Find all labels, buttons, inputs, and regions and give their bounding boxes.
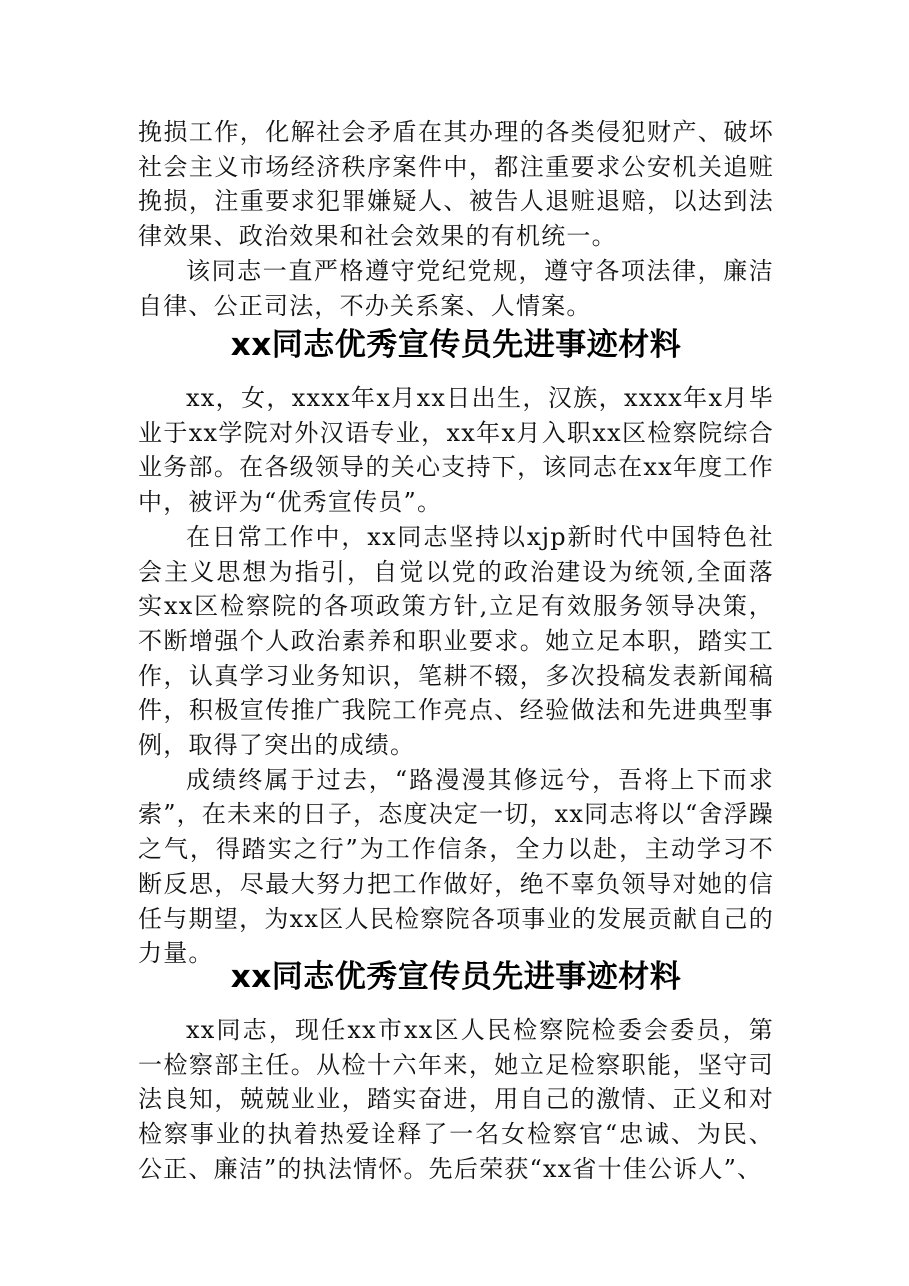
section-1 bbox=[138, 323, 774, 971]
paragraph-discipline: 该同志一直严格遵守党纪党规，遵守各项法律，廉洁自律、公正司法，不办关系案、人情案。 bbox=[138, 256, 774, 320]
section-1-paragraph-future: 成绩终属于过去，“路漫漫其修远兮，吾将上下而求索”，在未来的日子，态度决定一切，xx同志将以“舍浮躁之气，得踏实之行”为工作信条，全力以赴，主动学习不断反思，尽最大努力把工作做好，绝不辜负领导对她的信任与期望，为xx区人民检察院各项事业的发展贡献自己的力量。 bbox=[138, 765, 775, 968]
section-2-title: xx同志优秀宣传员先进事迹材料 bbox=[230, 959, 682, 995]
section-2 bbox=[138, 955, 774, 1187]
section-1-paragraph-intro: xx，女，xxxx年x月xx日出生，汉族，xxxx年x月毕业于xx学院对外汉语专业，xx年x月入职xx区检察院综合业务部。在各级领导的关心支持下，该同志在xx年度工作中，被评为“优秀宣传员”。 bbox=[138, 384, 774, 517]
section-1-paragraph-work: 在日常工作中，xx同志坚持以xjp新时代中国特色社会主义思想为指引，自觉以党的政治建设为统领,全面落实xx区检察院的各项政策方针,立足有效服务领导决策，不断增强个人政治素养和职业要求。她立足本职，踏实工作，认真学习业务知识，笔耕不辍，多次投稿发表新闻稿件，积极宣传推广我院工作亮点、经验做法和先进典型事例，取得了突出的成绩。 bbox=[138, 522, 774, 760]
paragraph-continued: 挽损工作，化解社会矛盾在其办理的各类侵犯财产、破坏社会主义市场经济秩序案件中，都注重要求公安机关追赃挽损，注重要求犯罪嫌疑人、被告人退赃退赔，以达到法律效果、政治效果和社会效果的有机统一。 bbox=[138, 118, 774, 251]
section-2-paragraph-intro: xx同志，现任xx市xx区人民检察院检委会委员，第一检察部主任。从检十六年来，她立足检察职能，坚守司法良知，兢兢业业，踏实奋进，用自己的激情、正义和对检察事业的执着热爱诠释了一名女检察官“忠诚、为民、公正、廉洁”的执法情怀。先后荣获“xx省十佳公诉人”、 bbox=[138, 1016, 774, 1183]
top-text-block bbox=[138, 115, 774, 323]
section-1-title: xx同志优秀宣传员先进事迹材料 bbox=[230, 327, 682, 363]
